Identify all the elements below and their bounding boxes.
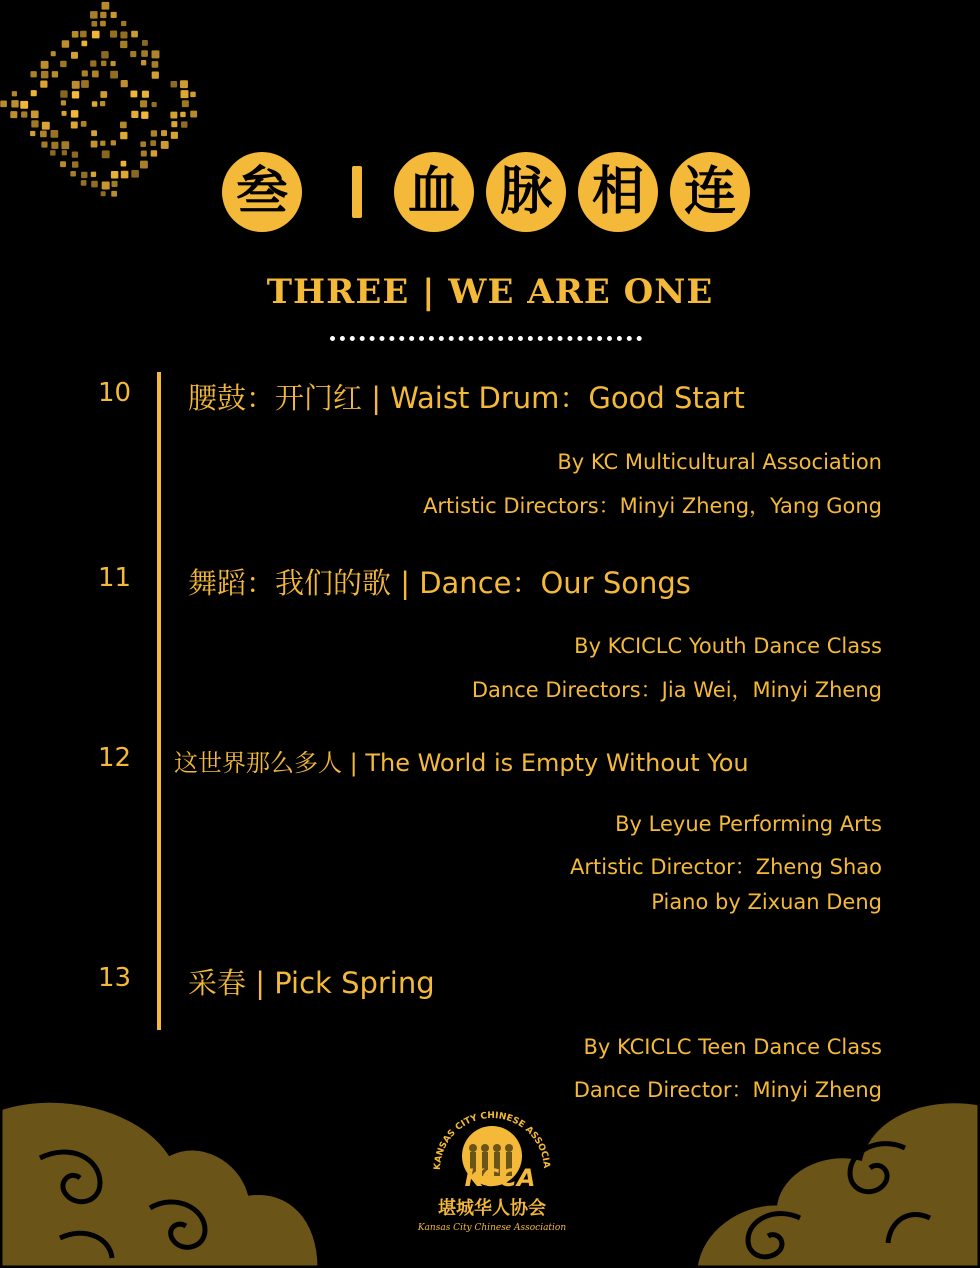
title-char-circle: 脉 <box>486 152 566 232</box>
program-number: 13 <box>98 963 132 993</box>
program-credit: Dance Directors：Jia Wei，Minyi Zheng <box>471 678 882 702</box>
title-char-circle: 相 <box>578 152 658 232</box>
program-number: 10 <box>98 378 132 408</box>
program-title: 腰鼓：开门红 | Waist Drum：Good Start <box>188 381 745 415</box>
kcca-logo-mark <box>412 1108 572 1238</box>
program-credit: Artistic Director：Zheng Shao <box>570 855 882 879</box>
title-char-circle: 血 <box>394 152 474 232</box>
program-credit: By KCICLC Teen Dance Class <box>583 1035 882 1059</box>
logo-chinese-name: 堪城华人协会 <box>438 1198 546 1219</box>
program-credit: By KCICLC Youth Dance Class <box>574 634 882 658</box>
program-number: 11 <box>98 563 132 593</box>
program-credit: Piano by Zixuan Deng <box>651 890 882 914</box>
dotted-divider <box>330 336 642 341</box>
logo-arc-text: KANSAS CITY CHINESE ASSOCIA <box>432 1110 552 1171</box>
title-char-circle: 叁 <box>222 152 302 232</box>
program-credit: Dance Director：Minyi Zheng <box>573 1078 882 1102</box>
program-title: 这世界那么多人 | The World is Empty Without You <box>174 749 749 777</box>
title-char-circle: 连 <box>670 152 750 232</box>
program-credit: Artistic Directors：Minyi Zheng，Yang Gong <box>423 494 882 518</box>
program-number: 12 <box>98 743 132 773</box>
program-credit: By KC Multicultural Association <box>557 450 882 474</box>
program-credit: By Leyue Performing Arts <box>615 812 882 836</box>
kcca-logo <box>412 1108 572 1238</box>
chinese-title <box>0 152 980 232</box>
program-timeline-line <box>157 372 161 1030</box>
logo-abbr: KCCA <box>464 1164 536 1192</box>
logo-english-name: Kansas City Chinese Association <box>417 1223 567 1233</box>
program-title: 舞蹈：我们的歌 | Dance：Our Songs <box>188 566 691 600</box>
section-subtitle: THREE | WE ARE ONE <box>266 272 714 312</box>
title-divider <box>352 166 362 218</box>
program-title: 采春 | Pick Spring <box>188 966 435 1000</box>
